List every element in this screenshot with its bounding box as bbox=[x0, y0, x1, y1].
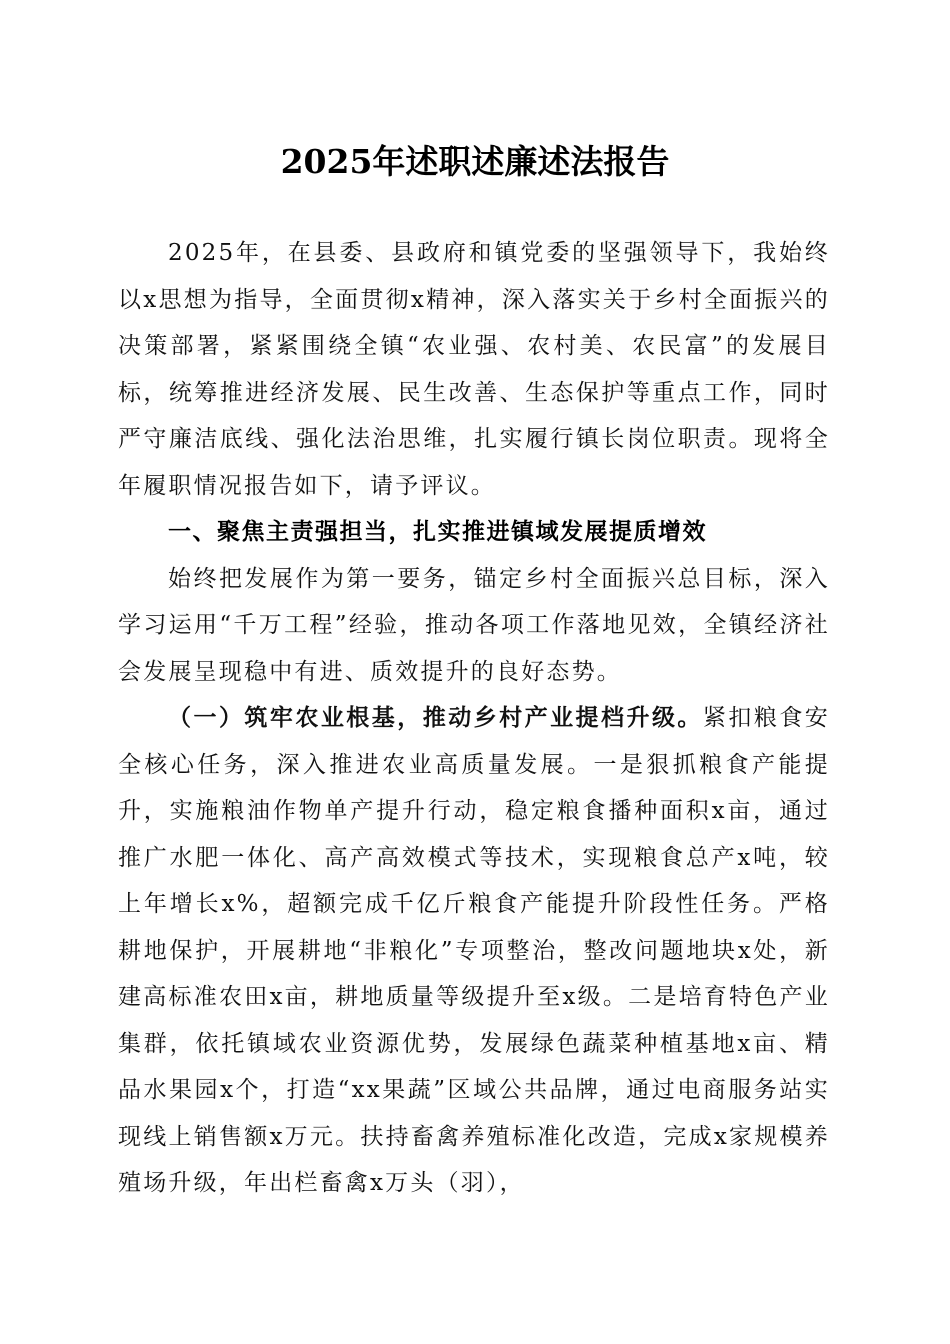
section-paragraph: 始终把发展作为第一要务，锚定乡村全面振兴总目标，深入学习运用“千万工程”经验，推动各项工作落地见效，全镇经济社会发展呈现稳中有进、质效提升的良好态势。 bbox=[118, 565, 830, 685]
document-body bbox=[118, 230, 830, 1207]
subsection-heading: （一）筑牢农业根基，推动乡村产业提档升级。 bbox=[168, 704, 703, 731]
document-title: 2025年述职述廉述法报告 bbox=[280, 142, 670, 181]
section-heading: 一、聚焦主责强担当，扎实推进镇域发展提质增效 bbox=[168, 519, 707, 545]
intro-paragraph: 2025年，在县委、县政府和镇党委的坚强领导下，我始终以x思想为指导，全面贯彻x精神，深入落实关于乡村全面振兴的决策部署，紧紧围绕全镇“农业强、农村美、农民富”的发展目标，统筹推进经济发展、民生改善、生态保护等重点工作，同时严守廉洁底线、强化法治思维，扎实履行镇长岗位职责。现将全年履职情况报告如下，请予评议。 bbox=[118, 240, 830, 499]
subsection-paragraph bbox=[118, 695, 830, 1207]
subsection-body: 紧扣粮食安全核心任务，深入推进农业高质量发展。一是狠抓粮食产能提升，实施粮油作物单产提升行动，稳定粮食播种面积x亩，通过推广水肥一体化、高产高效模式等技术，实现粮食总产x吨，较上年增长x%，超额完成千亿斤粮食产能提升阶段性任务。严格耕地保护，开展耕地“非粮化”专项整治，整改问题地块x处，新建高标准农田x亩，耕地质量等级提升至x级。二是培育特色产业集群，依托镇域农业资源优势，发展绿色蔬菜种植基地x亩、精品水果园x个，打造“xx果蔬”区域公共品牌，通过电商服务站实现线上销售额x万元。扶持畜禽养殖标准化改造，完成x家规模养殖场升级，年出栏畜禽x万头（羽）， bbox=[118, 705, 831, 1196]
